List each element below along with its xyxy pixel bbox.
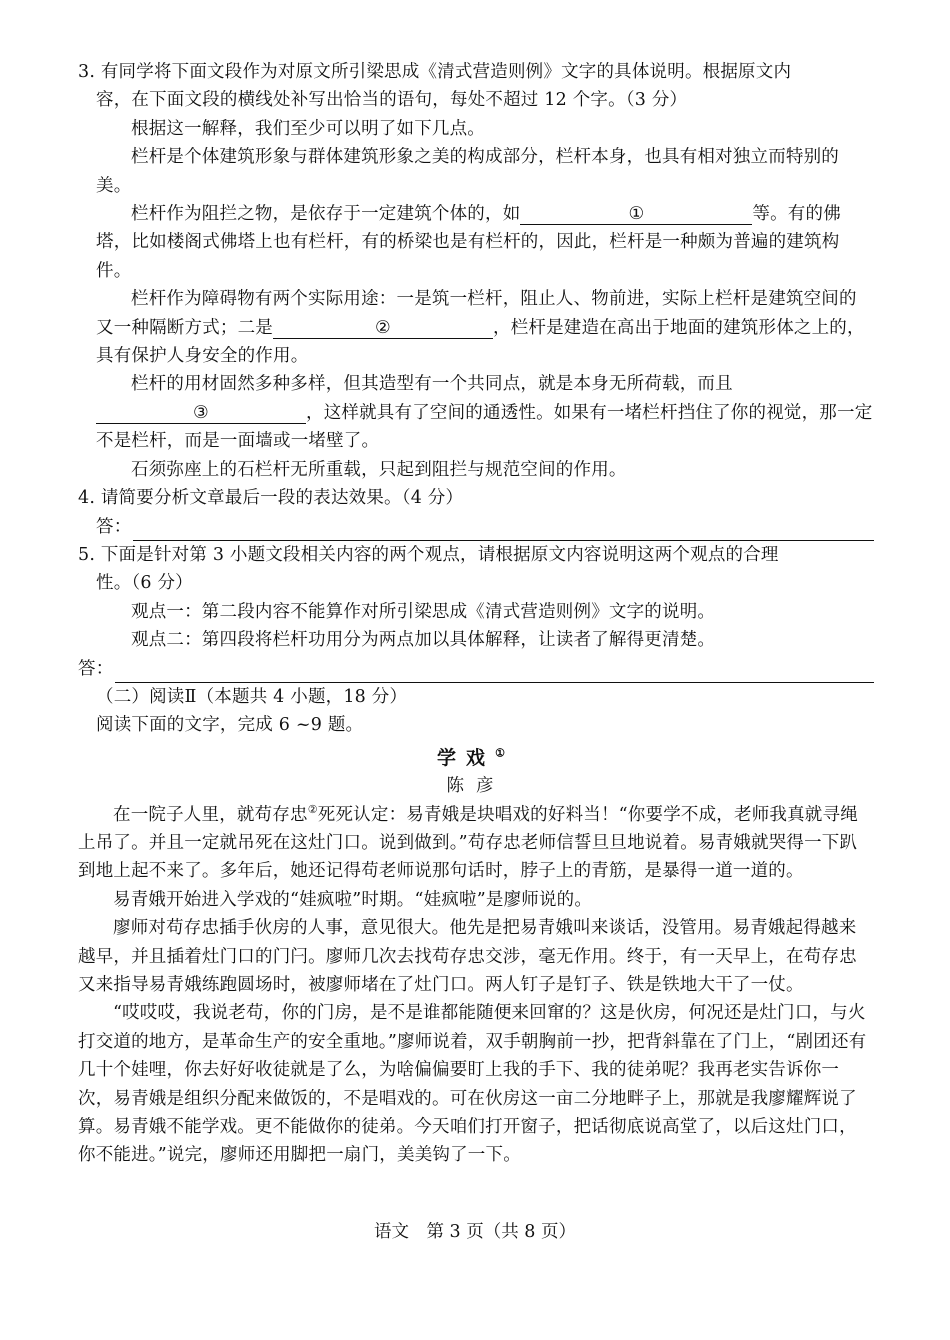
q3-para5: [78, 370, 874, 455]
q5-answer-row: [78, 655, 874, 683]
q5-answer-label: 答：: [78, 658, 114, 679]
blank-1[interactable]: ①: [520, 202, 752, 225]
q3-para4-text-b: ，栏杆是建造在高出于地面的建筑形体之上的，具有保护人身安全的作用。: [96, 317, 865, 367]
blank-3[interactable]: ③: [96, 401, 306, 424]
q3-para5-text-b: ，这样就具有了空间的通透性。如果有一堵栏杆挡住了你的视觉，那一定不是栏杆，而是一面墙或一堵壁了。: [96, 402, 873, 452]
q3-para1: 根据这一解释，我们至少可以明了如下几点。: [131, 118, 485, 139]
q4-answer-label: 答：: [96, 516, 132, 537]
q5-view-1: 观点一：第二段内容不能算作对所引梁思成《清式营造则例》文字的说明。: [131, 601, 716, 622]
section2-instruction: 阅读下面的文字，完成 6 ~9 题。: [96, 715, 364, 736]
story-para1-text-a: 在一院子人里，就苟存忠: [113, 804, 308, 825]
q3-para3: [78, 200, 874, 285]
section2-heading: （二）阅读Ⅱ（本题共 4 小题，18 分）: [96, 686, 408, 707]
q5-view-2: 观点二：第四段将栏杆功用分为两点加以具体解释，让读者了解得更清楚。: [131, 630, 716, 651]
story-title-text: 学戏: [437, 746, 496, 769]
blank-2[interactable]: ②: [273, 316, 493, 339]
story-title: [78, 744, 874, 772]
story-para1-text-b: 死死认定：易青娥是块唱戏的好料当！“你要学不成，老师我真就寻绳上吊了。并且一定就吊死在这灶门口。说到做到。”苟存忠老师信誓旦旦地说着。易青娥就哭得一下趴到地上起不来了。多年后，她还记得苟老师说那句话时，脖子上的青筋，是暴得一道一道的。: [78, 804, 858, 882]
q5-stem-line2: 性。（6 分）: [96, 573, 193, 594]
q4-answer-row: [78, 513, 874, 541]
q3-para3-text-a: 栏杆作为阻拦之物，是依存于一定建筑个体的，如: [131, 204, 521, 225]
story-para4: “哎哎哎，我说老苟，你的门房，是不是谁都能随便来回窜的？这是伙房，何况还是灶门口，与火打交道的地方，是革命生产的安全重地。”廖师说着，双手朝胸前一抄，把背斜靠在了门上，“剧团还有几十个娃哩，你去好好收徒就是了么，为啥偏偏要盯上我的手下、我的徒弟呢？我再老实告诉你一次，易青娥是组织分配来做饭的，不是唱戏的。可在伙房这一亩二分地畔子上，那就是我廖耀辉说了算。易青娥不能学戏。更不能做你的徒弟。今天咱们打开窗子，把话彻底说高堂了，以后这灶门口，你不能进。”说完，廖师还用脚把一扇门，美美钩了一下。: [78, 1003, 867, 1166]
page-footer: 语文 第 3 页（共 8 页）: [373, 1222, 577, 1242]
q3-para3-text-b: 等。有的佛塔，比如楼阁式佛塔上也有栏杆，有的桥梁也是有栏杆的，因此，栏杆是一种颇为普遍的建筑构件。: [96, 204, 841, 281]
q3-stem-line1: 3. 有同学将下面文段作为对原文所引梁思成《清式营造则例》文字的具体说明。根据原文内: [78, 62, 792, 82]
q3-para5-text-a: 栏杆的用材固然多种多样，但其造型有一个共同点，就是本身无所荷载，而且: [131, 374, 733, 395]
story-para1-footnote-mark: ②: [307, 802, 318, 816]
q5-stem-line1: 5. 下面是针对第 3 小题文段相关内容的两个观点，请根据原文内容说明这两个观点的合理: [78, 544, 779, 565]
story-para3: 廖师对苟存忠插手伙房的人事，意见很大。他先是把易青娥叫来谈话，没管用。易青娥起得越来越早，并且插着灶门口的门闩。廖师几次去找苟存忠交涉，毫无作用。终于，有一天早上，在苟存忠又来指导易青娥练跑圆场时，被廖师堵在了灶门口。两人钉子是钉子、铁是铁地大干了一仗。: [78, 918, 857, 995]
q4-answer-line[interactable]: [133, 520, 874, 541]
q3-para4-text-a: 栏杆作为障碍物有两个实际用途：一是筑一栏杆，阻止人、物前进，实际上栏杆是建筑空间的又一种隔断方式；二是: [96, 289, 857, 338]
story-author: 陈彦: [446, 776, 506, 797]
q3-para6: 石须弥座上的石栏杆无所重载，只起到阻拦与规范空间的作用。: [131, 459, 627, 480]
q5-answer-line[interactable]: [115, 662, 874, 683]
q3-stem-line2: 容，在下面文段的横线处补写出恰当的语句，每处不超过 12 个字。（3 分）: [96, 90, 688, 111]
q3-para2: 栏杆是个体建筑形象与群体建筑形象之美的构成部分，栏杆本身，也具有相对独立而特别的美。: [96, 147, 839, 196]
q4-stem: 4. 请简要分析文章最后一段的表达效果。（4 分）: [78, 488, 464, 509]
story-para2: 易青娥开始进入学戏的“娃疯啦”时期。“娃疯啦”是廖师说的。: [113, 889, 593, 910]
story-para1: [78, 801, 874, 886]
q3-para4: [78, 285, 874, 370]
exam-page: [78, 58, 874, 1170]
story-title-footnote-mark: ①: [495, 746, 515, 760]
